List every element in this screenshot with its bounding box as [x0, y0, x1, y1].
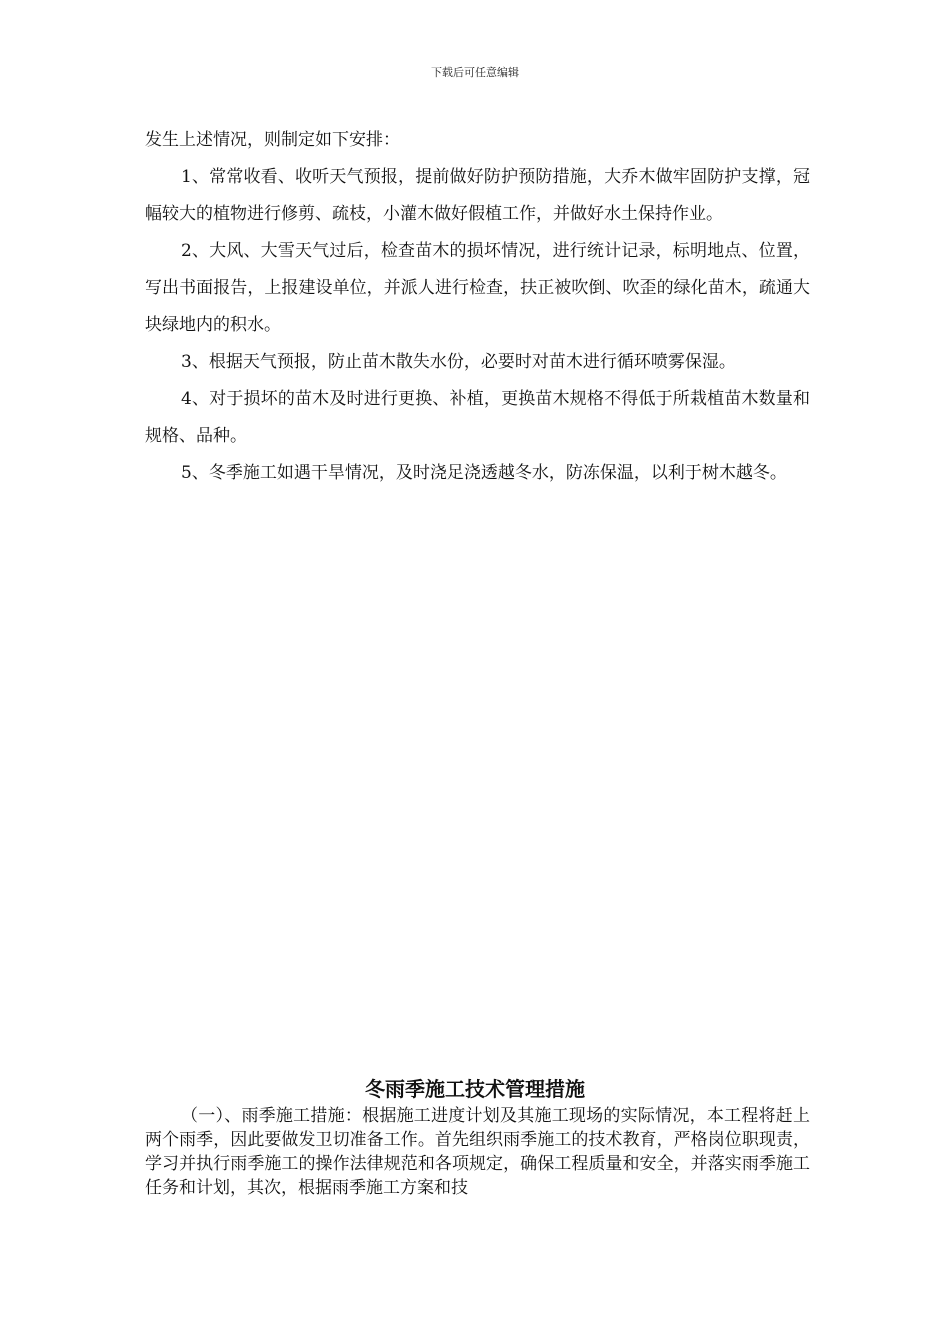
list-item-3: 3、根据天气预报，防止苗木散失水份，必要时对苗木进行循环喷雾保湿。 [181, 352, 736, 372]
list-item-5: 5、冬季施工如遇干旱情况，及时浇足浇透越冬水，防冻保温，以利于树木越冬。 [181, 463, 787, 483]
section-title: 冬雨季施工技术管理措施 [365, 1077, 585, 1101]
rain-season-section [145, 1104, 810, 1200]
intro-paragraph: 发生上述情况，则制定如下安排： [145, 130, 400, 150]
list-item-2: 2、大风、大雪天气过后，检查苗木的损坏情况，进行统计记录，标明地点、位置，写出书面报告，上报建设单位，并派人进行检查，扶正被吹倒、吹歪的绿化苗木，疏通大块绿地内的积水。 [145, 241, 810, 335]
list-item-4: 4、对于损坏的苗木及时进行更换、补植，更换苗木规格不得低于所栽植苗木数量和规格、品种。 [145, 389, 810, 446]
page-header: 下载后可任意编辑 [431, 66, 519, 79]
rain-season-paragraph: （一）、雨季施工措施：根据施工进度计划及其施工现场的实际情况，本工程将赶上两个雨季，因此要做发卫切准备工作。首先组织雨季施工的技术教育，严格岗位职现责，学习并执行雨季施工的操作法律规范和各项规定，确保工程质量和安全，并落实雨季施工任务和计划，其次，根据雨季施工方案和技 [145, 1106, 810, 1198]
list-item-1: 1、常常收看、收听天气预报，提前做好防护预防措施，大乔木做牢固防护支撑，冠幅较大的植物进行修剪、疏枝，小灌木做好假植工作，并做好水土保持作业。 [145, 167, 810, 224]
measures-section [145, 122, 810, 492]
